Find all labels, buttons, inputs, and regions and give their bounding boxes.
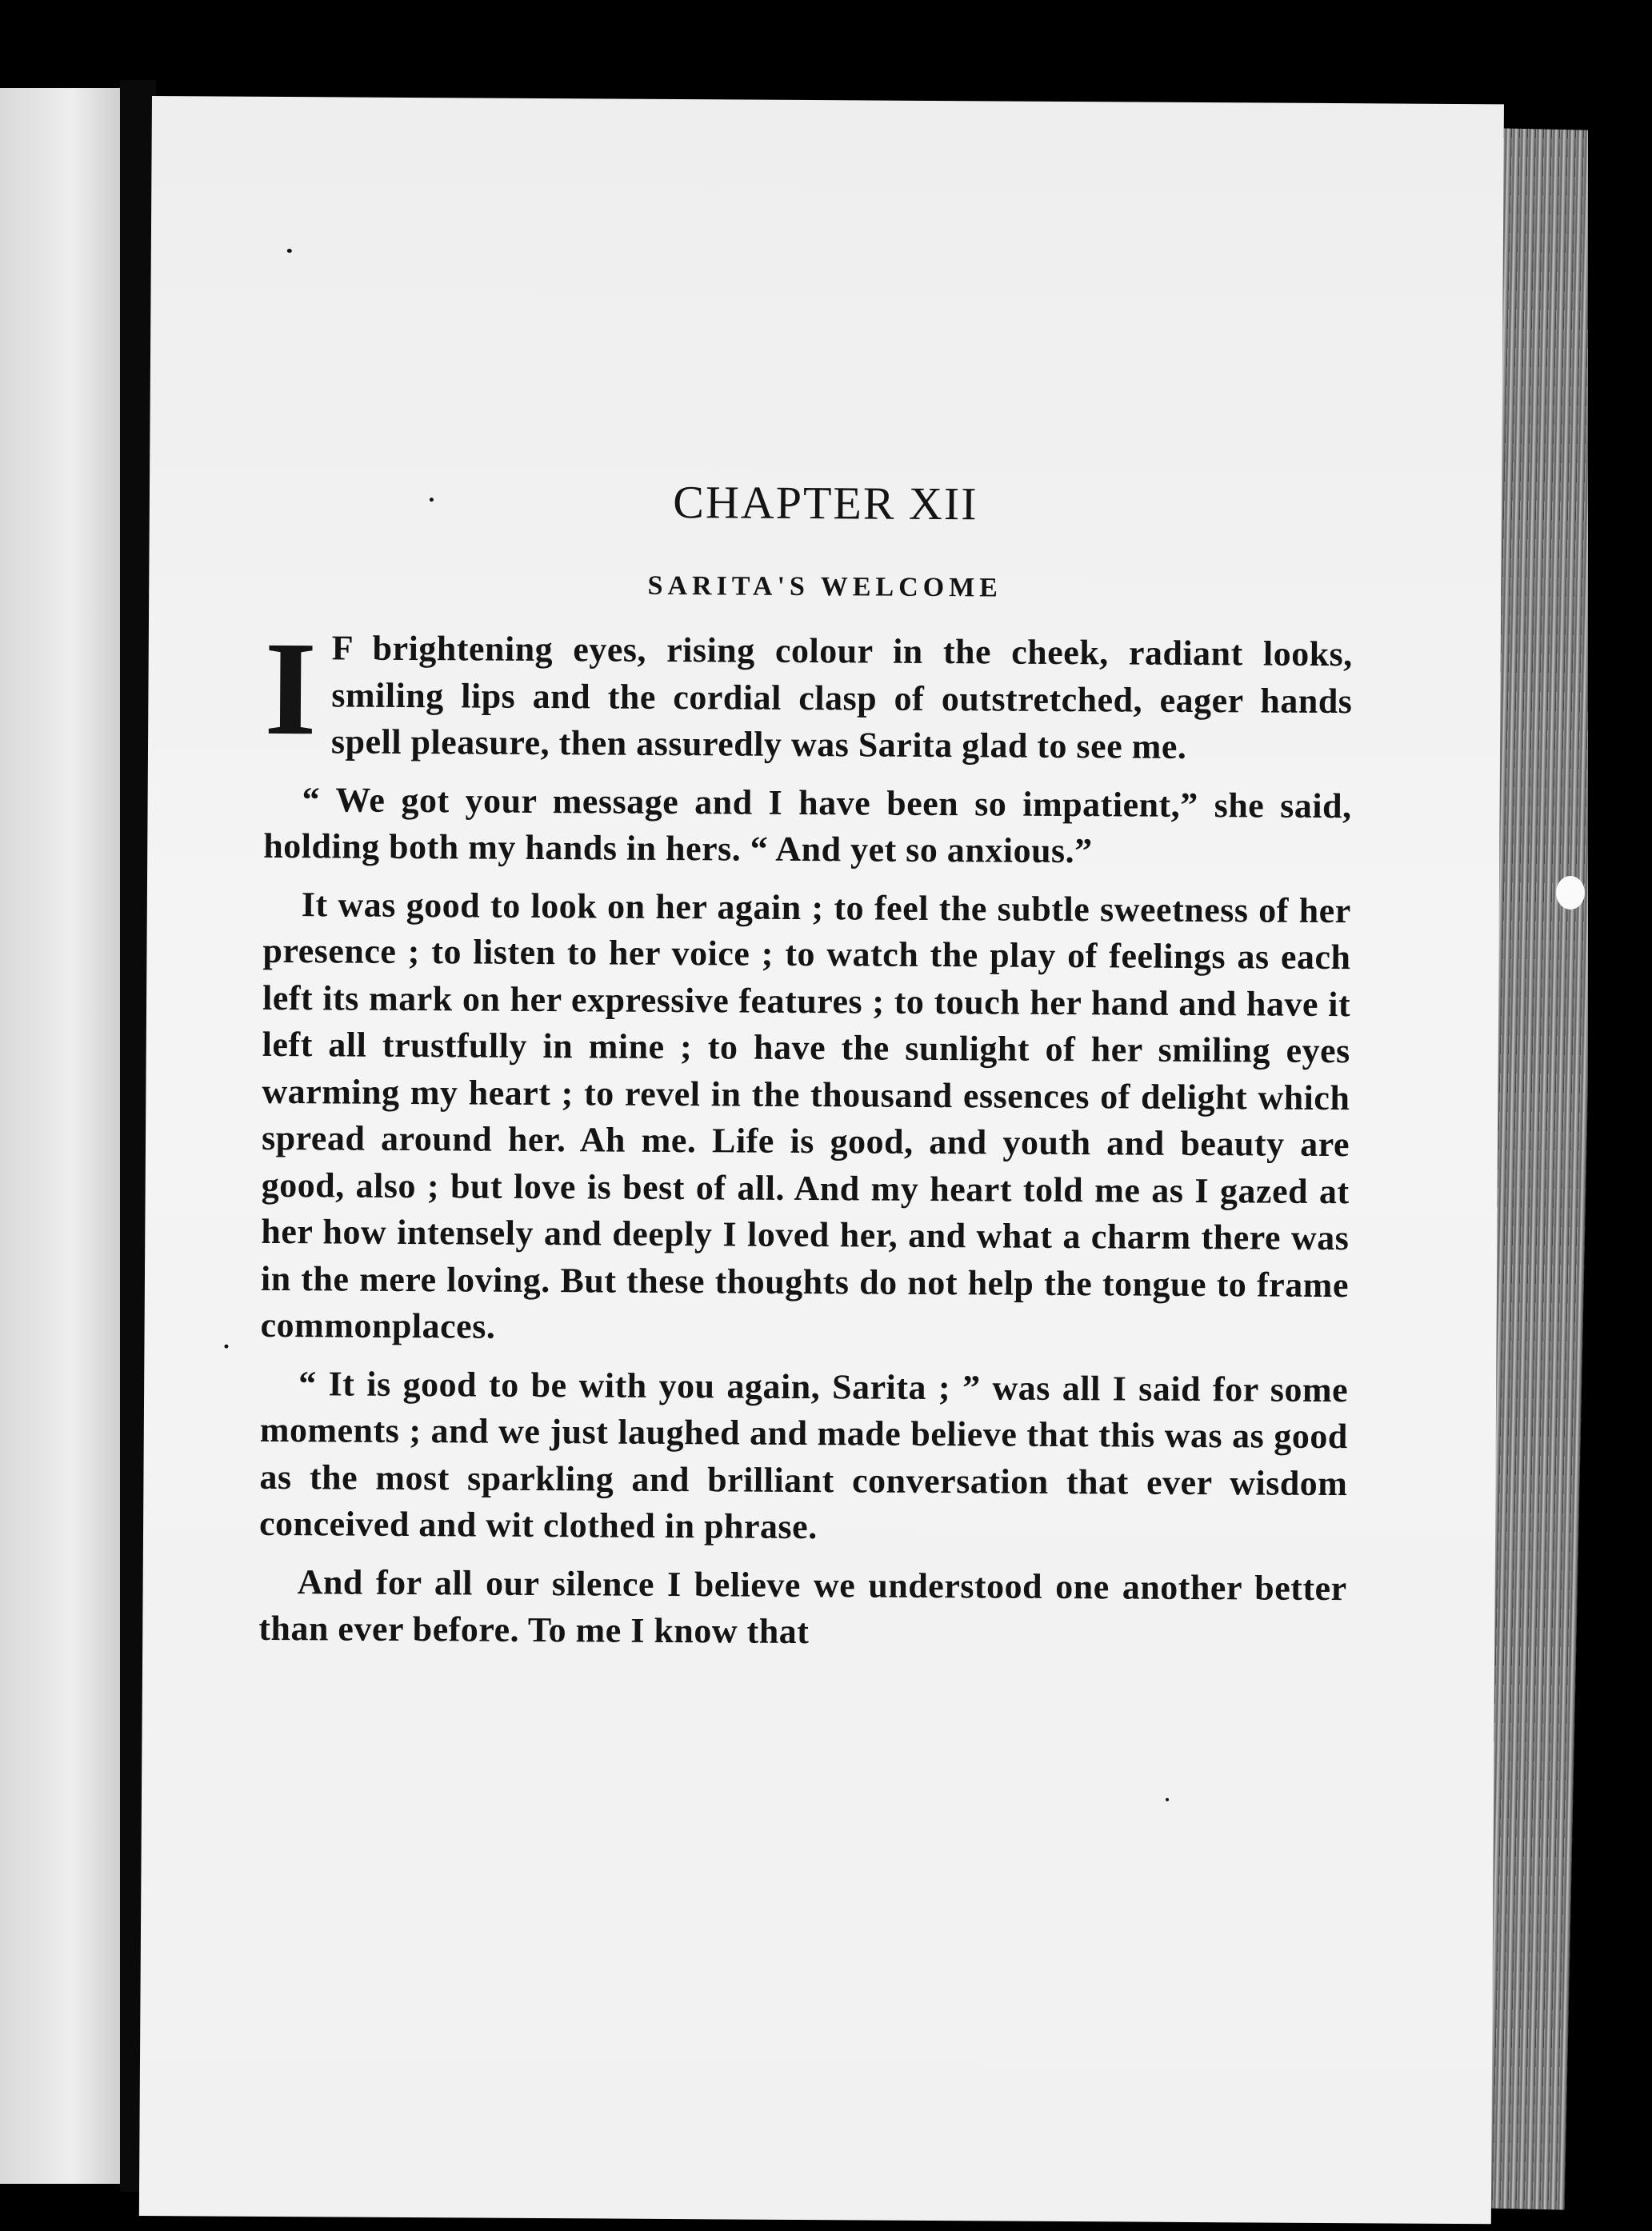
- chapter-subtitle: SARITA'S WELCOME: [647, 570, 1003, 603]
- paragraph-3: It was good to look on her again ; to feel the subtle sweetness of her presence ; to listen to her voice ; to watch the play of feelings as each left its mark on her expressive features ; to touch her hand and have it left all trustfully in mine ; to have the sunlight of her smiling eyes warming my heart ; to revel in the thousand essences of delight which spread around her. Ah me. Life is good, and youth and beauty are good, also ; but love is best of all. And my heart told me as I gazed at her how intensely and deeply I loved her, and what a charm there was in the mere loving. But these thoughts do not help the tongue to frame commonplaces.: [260, 884, 1351, 1346]
- chapter-title: CHAPTER XII: [673, 475, 978, 530]
- scan-border: [1588, 128, 1652, 2231]
- chapter-body: [258, 614, 1353, 1670]
- drop-cap: I: [263, 614, 318, 764]
- paragraph-5: And for all our silence I believe we understood one another better than ever before. To me I know that: [258, 1561, 1347, 1652]
- ink-speck: [1166, 1798, 1169, 1801]
- ink-speck: [287, 249, 292, 253]
- paragraph-1: [263, 614, 1353, 772]
- paragraph-1-text: F brightening eyes, rising colour in the cheek, radiant looks, smiling lips and the cordial clasp of outstretched, eager hands spell pleasure, then assuredly was Sarita glad to see me.: [330, 628, 1353, 766]
- page-content: [152, 96, 1504, 1652]
- left-page-edge: [0, 88, 120, 2184]
- book-page: [139, 96, 1504, 2224]
- paragraph-4: “ It is good to be with you again, Sarita ; ” was all I said for some moments ; and we just laughed and made believe that this was as good as the most sparkling and brilliant conversation that ever wisdom conceived and wit clothed in phrase.: [258, 1363, 1349, 1547]
- paper-hole: [1556, 876, 1585, 910]
- paragraph-2: “ We got your message and I have been so impatient,” she said, holding both my hands in hers. “ And yet so anxious.”: [263, 779, 1352, 871]
- ink-speck: [224, 1345, 228, 1349]
